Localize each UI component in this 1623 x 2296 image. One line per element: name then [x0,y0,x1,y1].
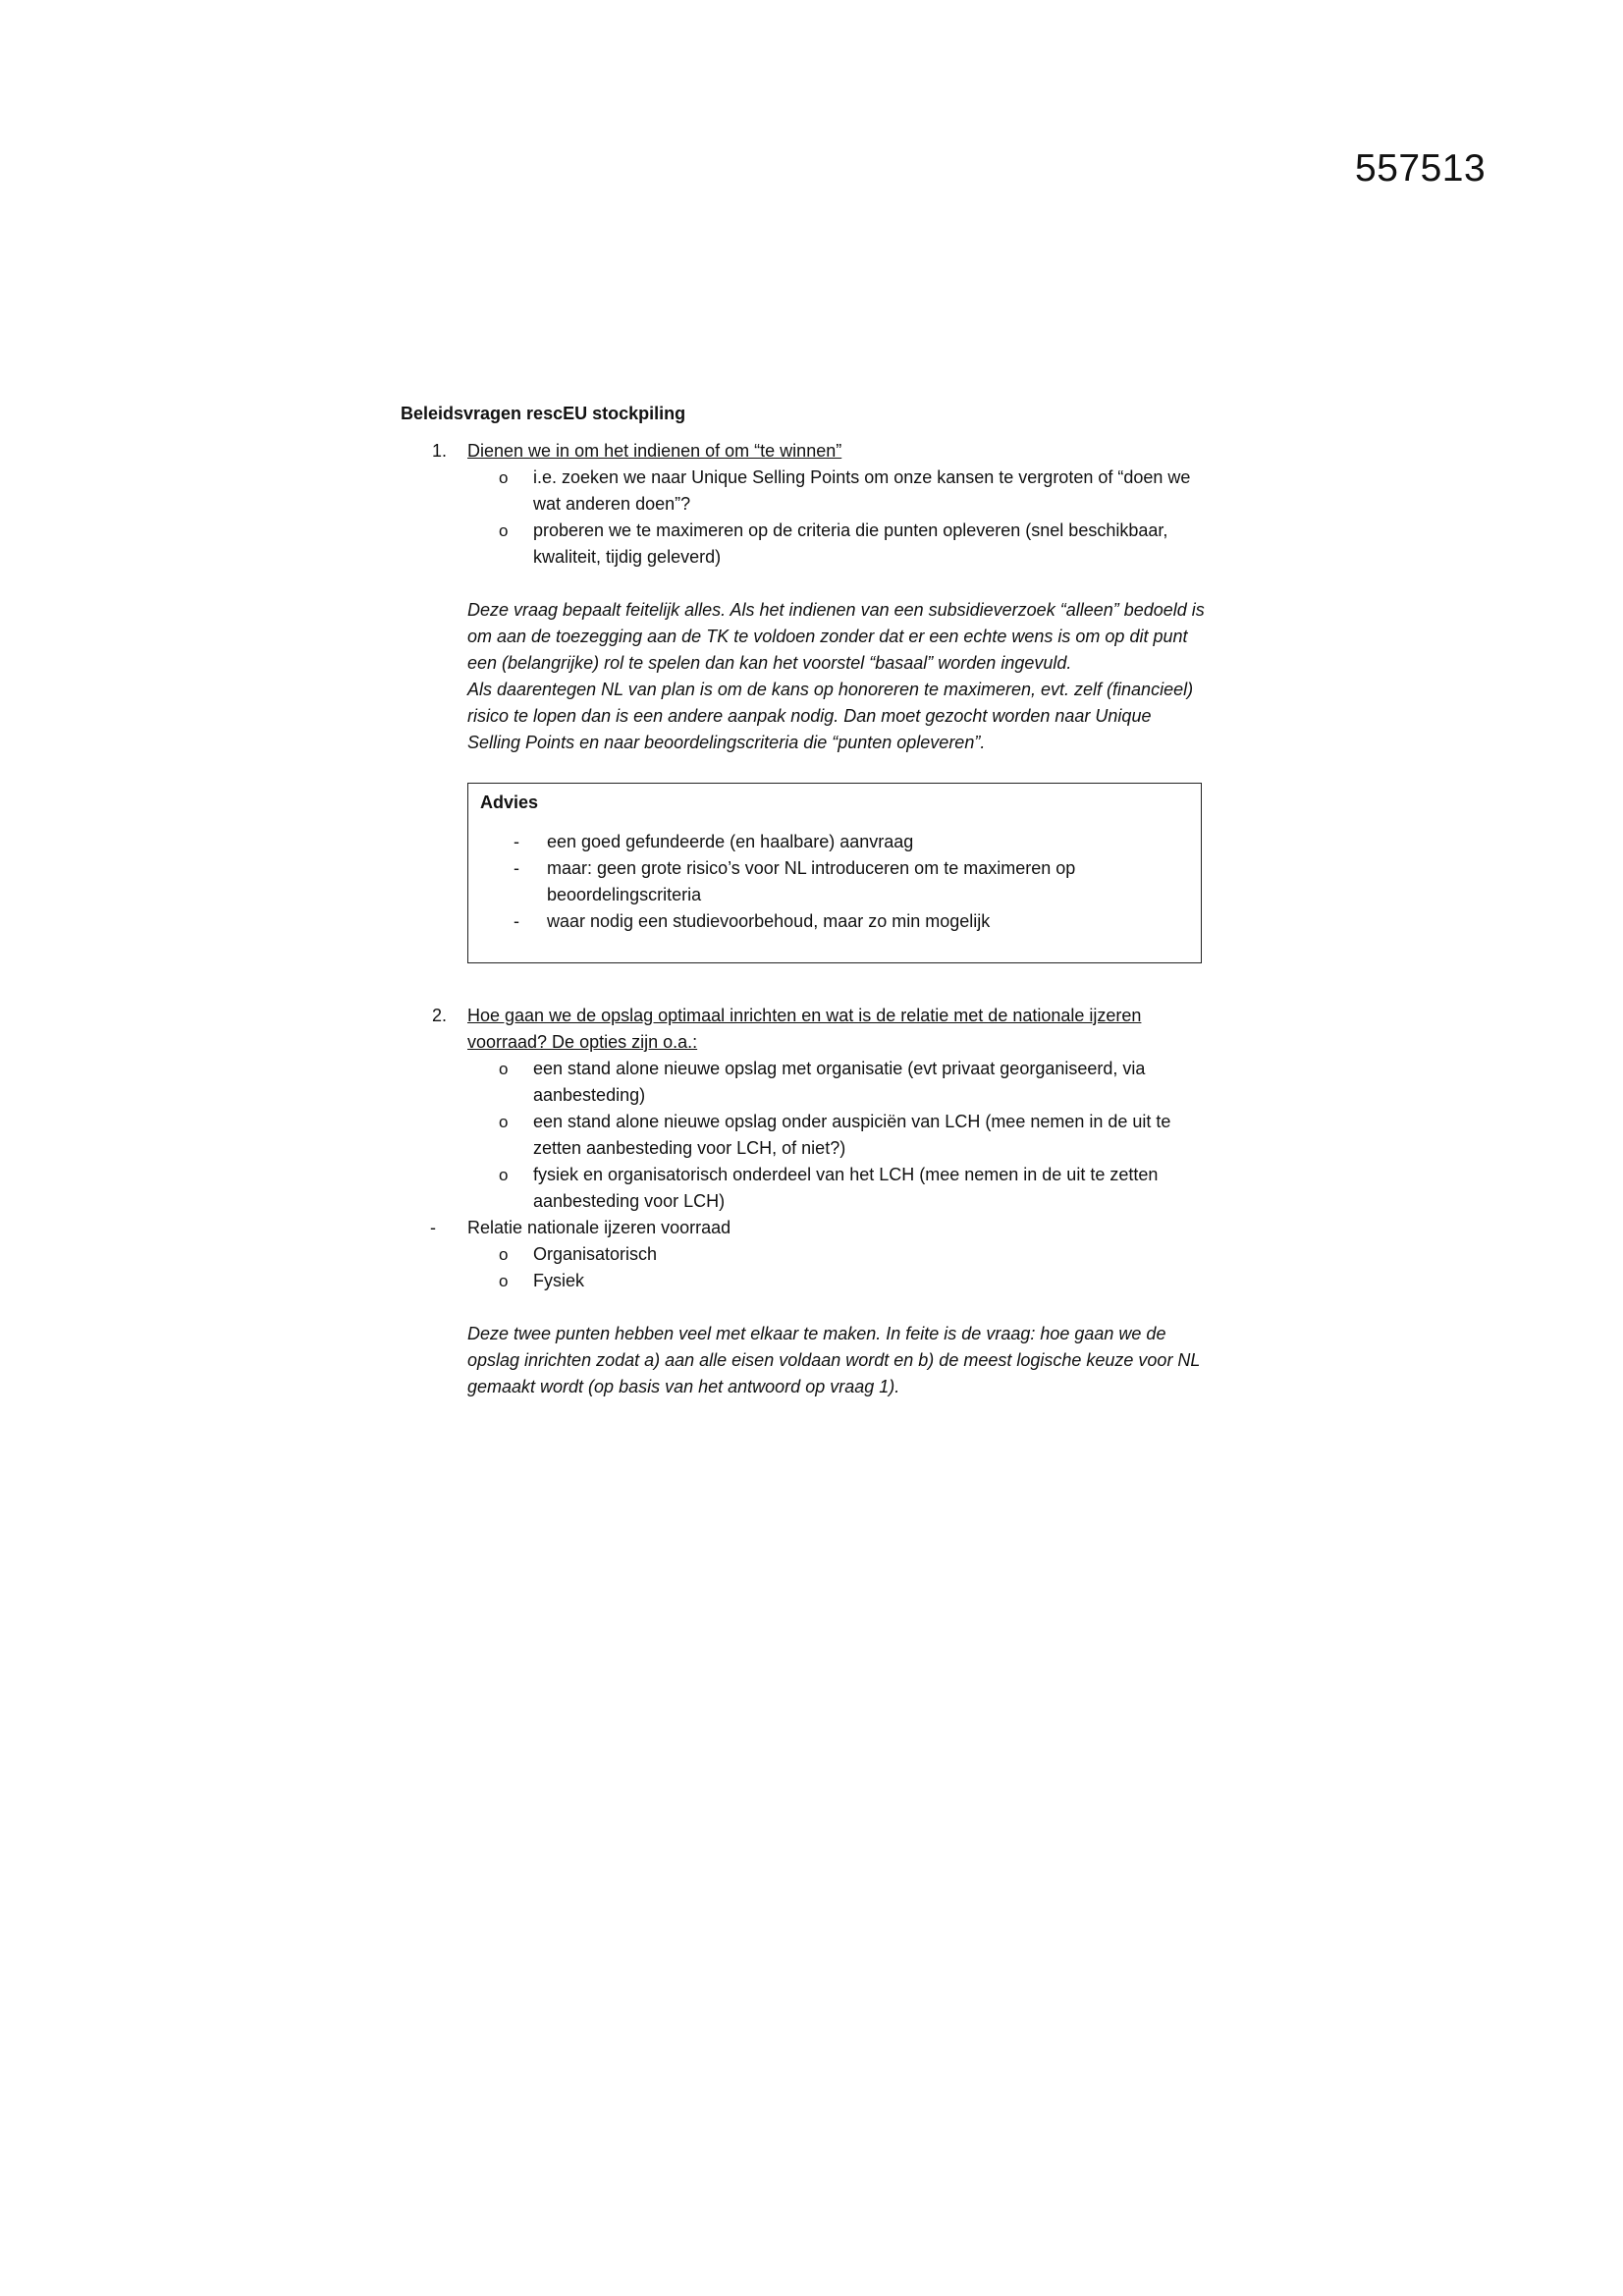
dash-bullet-icon: - [430,1218,436,1237]
dash-bullet-icon: - [514,832,519,851]
list-item: o een stand alone nieuwe opslag met organisatie (evt privaat georganiseerd, via aanbesteding) [401,1056,1255,1109]
list-item: o i.e. zoeken we naar Unique Selling Points om onze kansen te vergroten of “doen we wat anderen doen”? [401,465,1255,518]
closing-paragraph: Deze twee punten hebben veel met elkaar te maken. In feite is de vraag: hoe gaan we de opslag inrichten zodat a) aan alle eisen voldaan wordt en b) de meest logische keuze voor NL gemaakt wordt (op basis van het antwoord op vraag 1). [467,1324,1201,1396]
relation-label: Relatie nationale ijzeren voorraad [467,1218,731,1237]
document-title: Beleidsvragen rescEU stockpiling [401,404,686,423]
question-1-options [401,465,1255,571]
question-1-heading: Dienen we in om het indienen of om “te winnen” [467,441,842,461]
list-item: o proberen we te maximeren op de criteria die punten opleveren (snel beschikbaar, kwaliteit, tijdig geleverd) [401,518,1255,571]
list-item: - waar nodig een studievoorbehoud, maar zo min mogelijk [480,908,1189,935]
list-item: o Organisatorisch [401,1241,1255,1268]
relation-options [401,1241,1255,1294]
list-item: o een stand alone nieuwe opslag onder auspiciën van LCH (mee nemen in de uit te zetten aanbesteding voor LCH, of niet?) [401,1109,1255,1162]
list-item: - een goed gefundeerde (en haalbare) aanvraag [480,829,1189,855]
document-body [401,401,1255,1400]
relation-item [401,1215,1255,1241]
advice-box [467,783,1202,963]
question-number: 1. [432,441,448,461]
list-item: - maar: geen grote risico’s voor NL introduceren om te maximeren op beoordelingscriteria [480,855,1189,908]
bullet-icon: o [499,1113,509,1131]
bullet-icon: o [499,1166,509,1184]
question-1 [401,438,1255,465]
bullet-icon: o [499,468,509,487]
bullet-icon: o [499,1060,509,1078]
question-2-options [401,1056,1255,1215]
list-item: o Fysiek [401,1268,1255,1294]
dash-bullet-icon: - [514,911,519,931]
question-number: 2. [432,1006,448,1025]
bullet-icon: o [499,1245,509,1264]
question-2: 2. Hoe gaan we de opslag optimaal inrichten en wat is de relatie met de nationale ijzeren voorraad? De opties zijn o.a.: [401,1003,1255,1056]
document-number: 557513 [1355,147,1487,190]
question-2-heading: Hoe gaan we de opslag optimaal inrichten en wat is de relatie met de nationale ijzeren [467,1006,1142,1025]
bullet-icon: o [499,521,509,540]
dash-bullet-icon: - [514,858,519,878]
list-item: o fysiek en organisatorisch onderdeel van het LCH (mee nemen in de uit te zetten aanbesteding voor LCH) [401,1162,1255,1215]
question-1-explanation: Deze vraag bepaalt feitelijk alles. Als het indienen van een subsidieverzoek “alleen” bedoeld is om aan de toezegging aan de TK te voldoen zonder dat er een echte wens is om op dit punt een (belangrijke) rol te spelen dan kan het voorstel “basaal” worden ingevuld. Als daarentegen NL van plan is om de kans op honoreren te maximeren, evt. zelf (financieel) risico te lopen dan is een andere aanpak nodig. Dan moet gezocht worden naar Unique Selling Points en naar beoordelingscriteria die “punten opleveren”. [467,600,1205,752]
bullet-icon: o [499,1272,509,1290]
advice-heading: Advies [480,793,539,812]
